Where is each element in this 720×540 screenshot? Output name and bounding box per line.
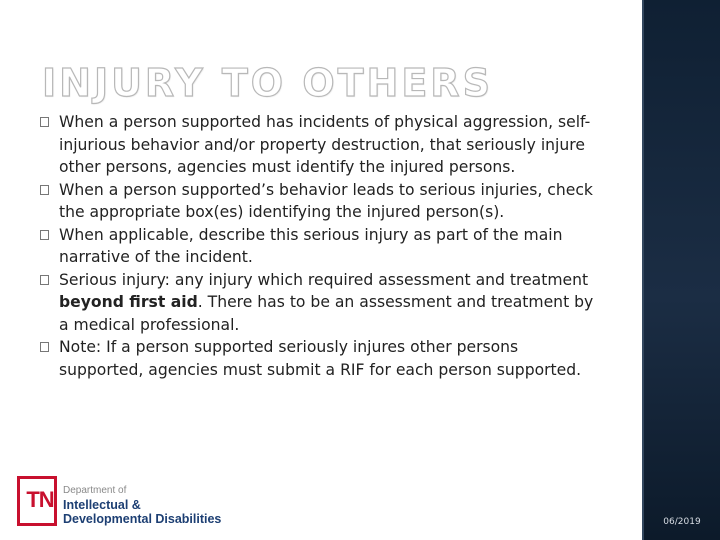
bullet-text-part: Serious injury: any injury which required assessment and treatment: [59, 270, 589, 289]
bullet-item: [40, 111, 600, 179]
bullet-text: When a person supported’s behavior leads to serious injuries, check the appropriate box(es) identifying the injured person(s).: [59, 180, 593, 221]
square-bullet-icon: [40, 275, 49, 285]
logo-line-intellectual: Intellectual &: [63, 498, 141, 512]
logo-mark: TN: [26, 487, 54, 512]
bullet-text-part: . There has to be an assessment and treatment by a medical professional.: [59, 293, 594, 334]
bullet-text-bold: beyond first aid: [59, 293, 198, 311]
bullet-item: [40, 336, 600, 381]
square-bullet-icon: [40, 230, 49, 240]
square-bullet-icon: [40, 117, 49, 127]
side-band: [642, 0, 720, 540]
square-bullet-icon: [40, 342, 49, 352]
logo-line-developmental: Developmental Disabilities: [63, 512, 222, 526]
bullet-text: When applicable, describe this serious injury as part of the main narrative of the incident.: [59, 225, 563, 266]
slide-date: 06/2019: [663, 517, 701, 527]
tn-logo-icon: [17, 476, 57, 526]
square-bullet-icon: [40, 185, 49, 195]
bullet-text: When a person supported has incidents of physical aggression, self-injurious behavior and/or property destruction, that seriously injure other persons, agencies must identify the injured persons.: [59, 113, 591, 176]
bullet-text: [59, 271, 593, 334]
bullet-list: [40, 111, 600, 381]
bullet-item: [40, 179, 600, 224]
bullet-item: [40, 224, 600, 269]
department-logo: [17, 476, 237, 528]
logo-line-department: Department of: [63, 485, 127, 496]
slide-title: INJURY TO OTHERS: [42, 61, 493, 105]
bullet-text: Note: If a person supported seriously injures other persons supported, agencies must submit a RIF for each person supported.: [59, 338, 582, 379]
bullet-item: [40, 269, 600, 337]
